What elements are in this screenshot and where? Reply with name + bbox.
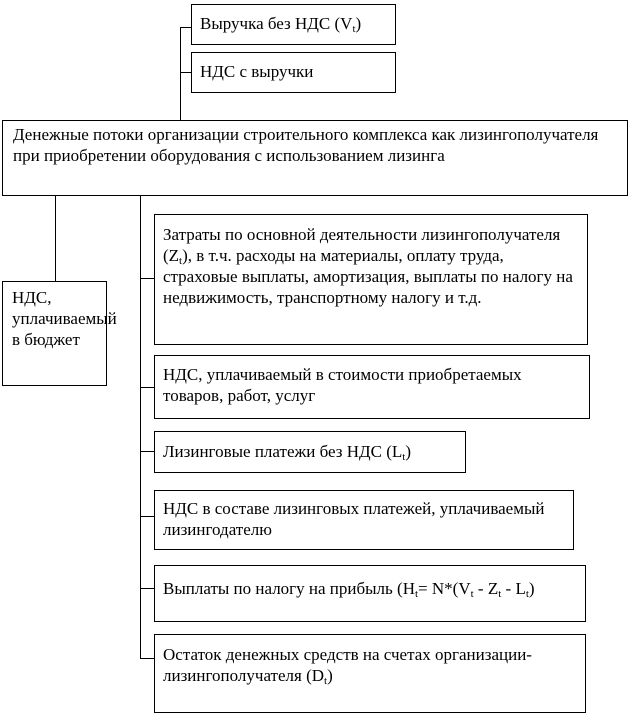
lease-payments-label: Лизинговые платежи без НДС (L bbox=[163, 442, 403, 461]
main-flow-box bbox=[2, 120, 628, 196]
profit-tax-formula-1: = N*(V bbox=[418, 579, 471, 598]
cash-balance-tail: ) bbox=[327, 666, 333, 685]
vat-paid-label: НДС, уплачиваемый в стоимости приобретаемых товаров, работ, услуг bbox=[163, 365, 522, 405]
costs-label: Затраты по основной деятельности лизингополучателя (Z bbox=[163, 225, 561, 265]
connector-revenue bbox=[180, 27, 191, 28]
connector-profit-tax bbox=[140, 588, 154, 589]
connector-left-vertical bbox=[55, 196, 56, 281]
lease-payments-box bbox=[154, 431, 466, 473]
vat-revenue-box bbox=[191, 52, 396, 93]
vat-budget-label: НДС, уплачиваемый в бюджет bbox=[12, 288, 117, 349]
profit-tax-formula-3: - L bbox=[501, 579, 526, 598]
revenue-tail: ) bbox=[355, 14, 362, 33]
connector-vat-revenue bbox=[180, 72, 191, 73]
vat-paid-box bbox=[154, 355, 590, 419]
revenue-subscript: t bbox=[352, 23, 356, 35]
cash-balance-box bbox=[154, 634, 586, 713]
main-flow-label: Денежные потоки организации строительного комплекса как лизингополучателя при приобретении оборудования с использованием лизинга bbox=[13, 125, 599, 165]
profit-tax-sub-h: t bbox=[414, 588, 419, 600]
profit-tax-label: Выплаты по налогу на прибыль (H bbox=[163, 579, 415, 598]
connector-costs bbox=[140, 278, 154, 279]
profit-tax-sub-z: t bbox=[498, 588, 502, 600]
lease-payments-subscript: t bbox=[402, 451, 406, 463]
vat-revenue-label: НДС с выручки bbox=[200, 62, 314, 81]
profit-tax-sub-v: t bbox=[470, 588, 474, 600]
cash-balance-label: Остаток денежных средств на счетах организации-лизингополучателя (D bbox=[163, 645, 532, 685]
costs-subscript: t bbox=[179, 255, 183, 267]
profit-tax-formula-4: ) bbox=[528, 579, 535, 598]
connector-vat-paid bbox=[140, 387, 154, 388]
vat-lease-label: НДС в составе лизинговых платежей, уплачиваемый лизингодателю bbox=[163, 499, 545, 539]
connector-cash-balance bbox=[140, 658, 154, 659]
connector-vat-lease bbox=[140, 516, 154, 517]
connector-lease-payments bbox=[140, 451, 154, 452]
revenue-label: Выручка без НДС (V bbox=[200, 14, 353, 33]
costs-tail: ), в т.ч. расходы на материалы, оплату труда, страховые выплаты, амортизация, выплаты по налогу на недвижимость, транспортному налогу и т.д. bbox=[163, 246, 573, 307]
vat-lease-box bbox=[154, 490, 574, 550]
connector-top-vertical bbox=[180, 27, 181, 120]
profit-tax-formula-2: - Z bbox=[473, 579, 499, 598]
lease-payments-tail: ) bbox=[405, 442, 411, 461]
costs-box bbox=[154, 214, 588, 345]
vat-budget-box bbox=[2, 281, 117, 386]
profit-tax-box bbox=[154, 565, 586, 622]
profit-tax-sub-l: t bbox=[525, 588, 529, 600]
revenue-box bbox=[191, 4, 396, 45]
cash-balance-subscript: t bbox=[324, 675, 328, 687]
